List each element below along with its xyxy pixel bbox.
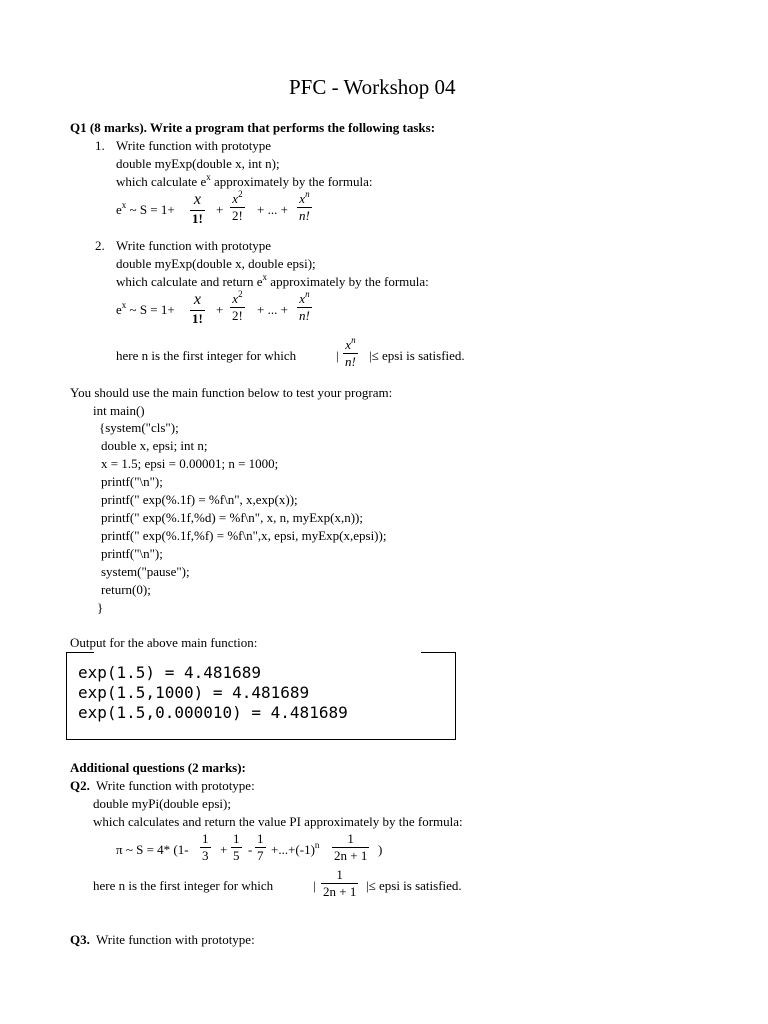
formula2-frac-x2-over-2fact: $x^2$ 2! [232, 289, 243, 323]
q2-label: Q2. [70, 778, 90, 793]
pi-frac-1-7: 1 7 [257, 831, 264, 863]
code-line: printf(" exp(%.1f) = %f\n", x,exp(x)); [101, 492, 298, 507]
additional-heading: Additional questions (2 marks): [70, 760, 246, 775]
code-line: x = 1.5; epsi = 0.00001; n = 1000; [101, 456, 279, 471]
item2-abs-bar-left: | [336, 348, 339, 363]
item2-condition-frac: $x^n$ n! [345, 335, 356, 369]
console-line: exp(1.5,1000) = 4.481689 [78, 683, 310, 702]
item1-line2: double myExp(double x, int n); [116, 156, 280, 171]
pi-formula-lhs: π ~ S = 4* (1- [116, 842, 189, 857]
page-title: PFC - Workshop 04 [289, 75, 456, 99]
formula1-dots: + ... + [257, 202, 288, 217]
formula2-lhs: $e^x$ ~ S = 1+ [116, 300, 175, 317]
pi-frac-1-2n1: 1 2n + 1 [334, 831, 368, 863]
formula1-frac-x-over-1fact: x 1! [192, 191, 203, 226]
q2-description: which calculates and return the value PI approximately by the formula: [93, 814, 463, 829]
q3-label: Q3. [70, 932, 90, 947]
q2-prototype: double myPi(double epsi); [93, 796, 231, 811]
formula1-frac-xn-over-nfact: $x^n$ n! [299, 189, 310, 223]
pi-minus: - [248, 842, 253, 857]
formula1-plus: + [216, 202, 224, 217]
q2-condition-frac: 1 2n + 1 [323, 867, 357, 899]
q1-heading: Q1 (8 marks). Write a program that performs the following tasks: [70, 120, 436, 135]
q2-abs-bar-left: | [313, 878, 316, 893]
formula2-dots: + ... + [257, 302, 288, 317]
main-intro: You should use the main function below to test your program: [70, 385, 393, 400]
code-line: {system("cls"); [99, 420, 179, 435]
code-line: int main() [93, 403, 145, 418]
item2-number: 2. [95, 238, 105, 253]
console-output-box [66, 652, 456, 740]
code-line: printf("\n"); [101, 546, 163, 561]
pi-dots: $+...+(-1)^n$ [271, 840, 320, 857]
pi-close-paren: ) [378, 842, 383, 857]
pi-frac-1-3: 1 3 [202, 831, 209, 863]
item1-line3: which calculate $e^x$ approximately by the formula: [116, 172, 373, 189]
pi-plus: + [220, 842, 228, 857]
console-line: exp(1.5) = 4.481689 [78, 663, 262, 682]
formula2-frac-x-over-1fact: x 1! [192, 291, 203, 326]
console-line: exp(1.5,0.000010) = 4.481689 [78, 703, 348, 722]
q2-condition-suffix: |≤ epsi is satisfied. [366, 878, 462, 893]
q2-text: Write function with prototype: [96, 778, 255, 793]
code-line: return(0); [101, 582, 151, 597]
formula1-lhs: $e^x$ ~ S = 1+ [116, 200, 175, 217]
code-line: } [97, 600, 104, 615]
code-line: double x, epsi; int n; [101, 438, 208, 453]
item1-line1: Write function with prototype [116, 138, 272, 153]
item2-condition-suffix: |≤ epsi is satisfied. [369, 348, 465, 363]
formula2-frac-xn-over-nfact: $x^n$ n! [299, 289, 310, 323]
item1-number: 1. [95, 138, 105, 153]
output-label: Output for the above main function: [70, 635, 258, 650]
formula2-plus: + [216, 302, 224, 317]
q2-condition-prefix: here n is the first integer for which [93, 878, 274, 893]
code-line: printf(" exp(%.1f,%d) = %f\n", x, n, myExp(x,n)); [101, 510, 363, 525]
pi-frac-1-5: 1 5 [233, 831, 240, 863]
item2-line2: double myExp(double x, double epsi); [116, 256, 316, 271]
q3-text: Write function with prototype: [96, 932, 255, 947]
code-line: printf(" exp(%.1f,%f) = %f\n",x, epsi, myExp(x,epsi)); [101, 528, 387, 543]
code-line: system("pause"); [101, 564, 190, 579]
item2-line1: Write function with prototype [116, 238, 272, 253]
code-line: printf("\n"); [101, 474, 163, 489]
item2-line3: which calculate and return $e^x$ approximately by the formula: [116, 272, 429, 289]
formula1-frac-x2-over-2fact: $x^2$ 2! [232, 189, 243, 223]
item2-condition-prefix: here n is the first integer for which [116, 348, 297, 363]
